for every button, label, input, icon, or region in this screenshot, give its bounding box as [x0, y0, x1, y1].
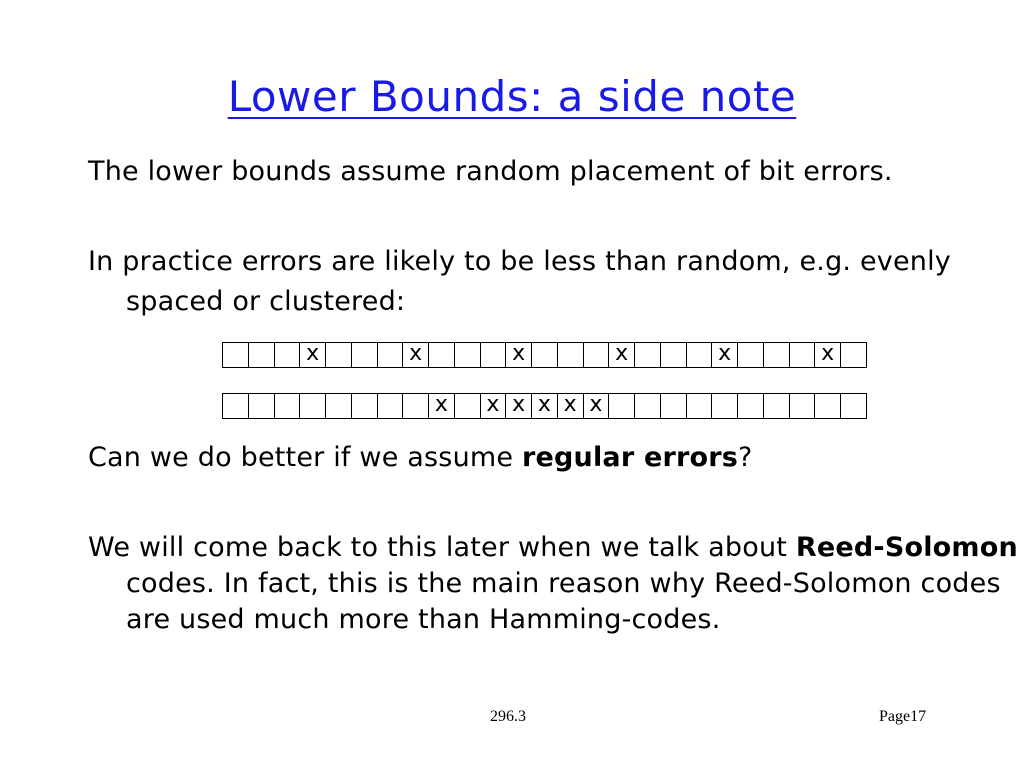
bit-cell [790, 393, 816, 419]
bit-cell [275, 342, 301, 368]
error-bit-cell: x [300, 342, 326, 368]
bit-cell [687, 342, 713, 368]
error-bit-cell: x [712, 342, 738, 368]
bit-cell [764, 342, 790, 368]
bit-cell [223, 342, 249, 368]
error-bit-cell: x [506, 342, 532, 368]
bit-cell [815, 393, 841, 419]
bit-cell [403, 393, 429, 419]
bit-cell [352, 393, 378, 419]
bit-cell [609, 393, 635, 419]
bit-cell [300, 393, 326, 419]
slide-title: Lower Bounds: a side note [227, 72, 797, 121]
bit-cell [223, 393, 249, 419]
paragraph-random-errors: The lower bounds assume random placement of bit errors. [88, 156, 893, 187]
bit-cell [738, 342, 764, 368]
bit-cell [790, 342, 816, 368]
paragraph-regular-errors [88, 438, 1024, 478]
bit-cell [661, 393, 687, 419]
bit-cell [326, 393, 352, 419]
bit-cell [455, 393, 481, 419]
regular-errors-term: regular errors [521, 442, 739, 473]
regular-errors-prefix: Can we do better if we assume [88, 442, 522, 473]
bit-cell [635, 342, 661, 368]
bit-cell [275, 393, 301, 419]
error-bit-cell: x [481, 393, 507, 419]
bit-cell [378, 393, 404, 419]
error-bit-cell: x [584, 393, 610, 419]
bit-cell [687, 393, 713, 419]
error-bit-cell: x [815, 342, 841, 368]
bit-cell [841, 393, 867, 419]
bit-cell [249, 393, 275, 419]
clustered-error-row [222, 393, 867, 419]
bit-cell [584, 342, 610, 368]
evenly-spaced-error-row [222, 342, 867, 368]
bit-cell [481, 342, 507, 368]
paragraph-reed-solomon [88, 530, 1024, 638]
regular-errors-suffix: ? [738, 442, 753, 473]
error-bit-cell: x [532, 393, 558, 419]
bit-cell [738, 393, 764, 419]
reed-solomon-prefix: We will come back to this later when we talk about [88, 532, 796, 563]
bit-cell [429, 342, 455, 368]
bit-cell [249, 342, 275, 368]
bit-cell [661, 342, 687, 368]
paragraph-practice-errors: In practice errors are likely to be less than random, e.g. evenly spaced or clustered: [88, 246, 951, 317]
error-bit-cell: x [609, 342, 635, 368]
bit-cell [455, 342, 481, 368]
bit-cell [326, 342, 352, 368]
error-bit-cell: x [429, 393, 455, 419]
footer-course: 296.3 [490, 708, 526, 725]
bit-cell [635, 393, 661, 419]
bit-cell [841, 342, 867, 368]
bit-cell [558, 342, 584, 368]
bit-cell [378, 342, 404, 368]
error-bit-cell: x [506, 393, 532, 419]
error-bit-cell: x [558, 393, 584, 419]
bit-cell [352, 342, 378, 368]
bit-cell [764, 393, 790, 419]
footer-page-number: Page17 [879, 708, 927, 725]
bit-cell [712, 393, 738, 419]
bit-cell [532, 342, 558, 368]
reed-solomon-term: Reed-Solomon [795, 532, 1018, 563]
reed-solomon-suffix: codes. In fact, this is the main reason why Reed-Solomon codes are used much more than Hamming-codes. [126, 568, 1001, 635]
error-bit-cell: x [403, 342, 429, 368]
